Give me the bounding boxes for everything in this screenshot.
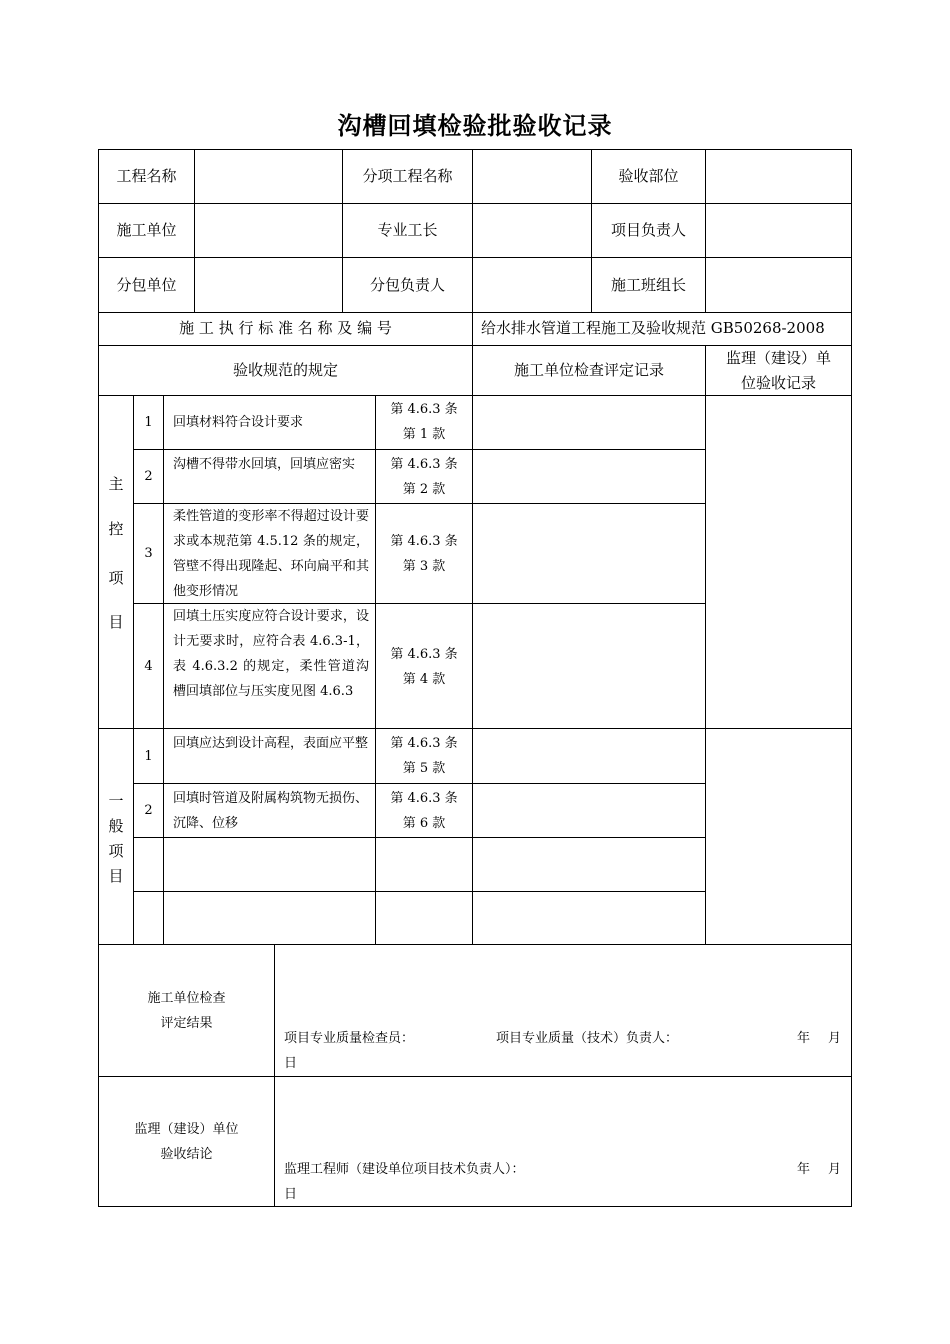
acceptance-part-field[interactable] bbox=[705, 149, 852, 204]
item-clause: 第 4.6.3 条 bbox=[390, 791, 458, 806]
contractor-record-field[interactable] bbox=[472, 783, 706, 838]
main-items-group bbox=[98, 395, 134, 729]
main-items-char: 控 bbox=[108, 520, 124, 538]
date-year: 年 bbox=[797, 1031, 811, 1046]
item-clause: 第 4.6.3 条 bbox=[390, 736, 458, 751]
supervisor-conclusion-label-2: 验收结论 bbox=[160, 1147, 213, 1162]
standard-value: 给水排水管道工程施工及验收规范 GB50268-2008 bbox=[481, 319, 825, 337]
supervisor-engineer-signature: 监理工程师（建设单位项目技术负责人）： bbox=[284, 1162, 525, 1177]
main-supervisor-record-field[interactable] bbox=[705, 395, 852, 729]
contractor-label: 施工单位 bbox=[116, 221, 177, 239]
item-subclause: 第 3 款 bbox=[402, 559, 446, 574]
general-items-char: 目 bbox=[108, 867, 124, 885]
item-subclause: 第 2 款 bbox=[402, 482, 446, 497]
spec-column-header: 验收规范的规定 bbox=[232, 361, 338, 379]
sub-manager-label: 分包负责人 bbox=[369, 276, 445, 294]
main-items-char: 主 bbox=[108, 475, 124, 493]
supervisor-record-header-line2: 位验收记录 bbox=[740, 374, 816, 392]
item-subclause: 第 5 款 bbox=[402, 761, 446, 776]
empty-clause-field[interactable] bbox=[375, 837, 473, 892]
foreman-label: 专业工长 bbox=[377, 221, 438, 239]
supervisor-conclusion-label: 监理（建设）单位 bbox=[134, 1122, 239, 1137]
subcontractor-field[interactable] bbox=[194, 257, 343, 313]
supervisor-conclusion-field[interactable] bbox=[274, 1076, 852, 1207]
date-month: 月 bbox=[828, 1162, 842, 1177]
item-text: 回填时管道及附属构筑物无损伤、沉降、位移 bbox=[173, 791, 369, 831]
item-number: 2 bbox=[144, 469, 153, 484]
quality-inspector-signature: 项目专业质量检查员： bbox=[284, 1031, 415, 1046]
contractor-field[interactable] bbox=[194, 203, 343, 258]
quality-lead-signature: 项目专业质量（技术）负责人： bbox=[496, 1031, 679, 1046]
item-subclause: 第 4 款 bbox=[402, 672, 446, 687]
team-leader-field[interactable] bbox=[705, 257, 852, 313]
empty-item-field[interactable] bbox=[163, 891, 376, 945]
acceptance-part-label: 验收部位 bbox=[618, 167, 679, 185]
item-number: 1 bbox=[144, 749, 153, 764]
general-items-char: 般 bbox=[108, 817, 124, 835]
item-subclause: 第 6 款 bbox=[402, 816, 446, 831]
item-number: 1 bbox=[144, 415, 153, 430]
page-title: 沟槽回填检验批验收记录 bbox=[337, 111, 613, 140]
date-month: 月 bbox=[828, 1031, 842, 1046]
item-text: 沟槽不得带水回填，回填应密实 bbox=[173, 457, 356, 472]
contractor-result-field[interactable] bbox=[274, 944, 852, 1077]
item-number: 3 bbox=[144, 546, 153, 561]
item-subclause: 第 1 款 bbox=[402, 427, 446, 442]
contractor-record-field[interactable] bbox=[472, 728, 706, 784]
supervisor-record-header-line1: 监理（建设）单 bbox=[725, 349, 831, 367]
item-number: 4 bbox=[144, 659, 153, 674]
project-name-field[interactable] bbox=[194, 149, 343, 204]
project-manager-label: 项目负责人 bbox=[610, 221, 686, 239]
contractor-record-field[interactable] bbox=[472, 503, 706, 604]
general-items-char: 一 bbox=[108, 792, 124, 810]
item-text: 回填材料符合设计要求 bbox=[173, 415, 304, 430]
project-manager-field[interactable] bbox=[705, 203, 852, 258]
item-text: 回填应达到设计高程，表面应平整 bbox=[173, 736, 369, 751]
contractor-record-field[interactable] bbox=[472, 603, 706, 729]
contractor-record-field[interactable] bbox=[472, 395, 706, 450]
date-year: 年 bbox=[797, 1162, 811, 1177]
item-clause: 第 4.6.3 条 bbox=[390, 457, 458, 472]
subcontractor-label: 分包单位 bbox=[116, 276, 177, 294]
foreman-field[interactable] bbox=[472, 203, 592, 258]
team-leader-label: 施工班组长 bbox=[610, 276, 686, 294]
main-items-char: 目 bbox=[108, 613, 124, 631]
item-text: 回填土压实度应符合设计要求，设计无要求时，应符合表 4.6.3-1，表 4.6.3.2 的规定，柔性管道沟槽回填部位与压实度见图 4.6.3 bbox=[173, 609, 369, 699]
empty-clause-field[interactable] bbox=[375, 891, 473, 945]
empty-item-field[interactable] bbox=[163, 837, 376, 892]
contractor-record-field[interactable] bbox=[472, 837, 706, 892]
sub-manager-field[interactable] bbox=[472, 257, 592, 313]
standard-label: 施 工 执 行 标 准 名 称 及 编 号 bbox=[179, 319, 392, 337]
item-text: 柔性管道的变形率不得超过设计要求或本规范第 4.5.12 条的规定，管壁不得出现隆起、环向扁平和其他变形情况 bbox=[173, 509, 369, 599]
date-day: 日 bbox=[284, 1056, 298, 1071]
general-supervisor-record-field[interactable] bbox=[705, 728, 852, 945]
general-items-char: 项 bbox=[108, 842, 124, 860]
contractor-record-header: 施工单位检查评定记录 bbox=[513, 361, 664, 379]
item-clause: 第 4.6.3 条 bbox=[390, 534, 458, 549]
sub-project-label: 分项工程名称 bbox=[362, 167, 453, 185]
item-number: 2 bbox=[144, 803, 153, 818]
main-items-char: 项 bbox=[108, 569, 124, 587]
general-items-group bbox=[98, 728, 134, 945]
contractor-result-label: 施工单位检查 bbox=[147, 991, 226, 1006]
item-clause: 第 4.6.3 条 bbox=[390, 402, 458, 417]
sub-project-field[interactable] bbox=[472, 149, 592, 204]
project-name-label: 工程名称 bbox=[116, 167, 177, 185]
contractor-record-field[interactable] bbox=[472, 891, 706, 945]
contractor-record-field[interactable] bbox=[472, 449, 706, 504]
date-day: 日 bbox=[284, 1187, 298, 1202]
item-clause: 第 4.6.3 条 bbox=[390, 647, 458, 662]
contractor-result-label-2: 评定结果 bbox=[160, 1016, 213, 1031]
